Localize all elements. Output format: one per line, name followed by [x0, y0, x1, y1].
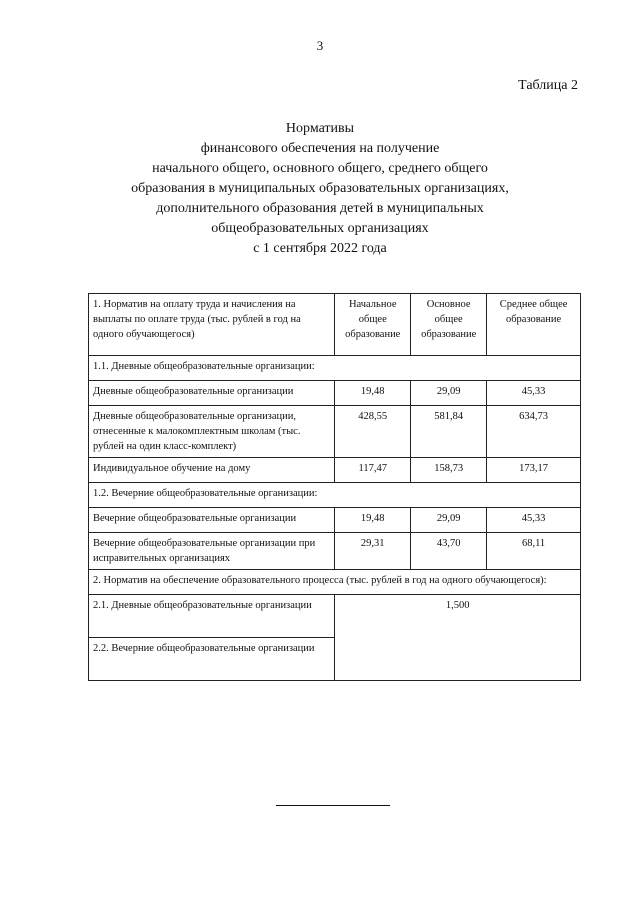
page-number: 3	[316, 38, 324, 53]
table-row	[89, 595, 581, 638]
table-row	[89, 381, 581, 406]
title-line: общеобразовательных организациях	[211, 221, 429, 236]
table-label: Таблица 2	[518, 78, 578, 93]
title-line: дополнительного образования детей в муниципальных	[156, 201, 484, 216]
row-label-cell: Дневные общеобразовательные организации, отнесенные к малокомплектным школам (тыс. рублей на один класс-комплект)	[89, 406, 335, 458]
row-label-cell: 2.1. Дневные общеобразовательные организации	[89, 595, 335, 638]
row-label-cell: Вечерние общеобразовательные организации	[89, 508, 335, 533]
document-title	[60, 119, 580, 259]
end-rule	[276, 805, 390, 806]
norms-table	[88, 293, 581, 681]
table-row	[89, 458, 581, 483]
value-cell: 68,11	[487, 533, 581, 570]
value-cell: 29,09	[411, 508, 487, 533]
title-line: образования в муниципальных образовательных организациях,	[131, 181, 509, 196]
table-row	[89, 508, 581, 533]
value-cell: 158,73	[411, 458, 487, 483]
value-cell: 19,48	[335, 508, 411, 533]
title-line: начального общего, основного общего, среднего общего	[152, 161, 488, 176]
title-line: финансового обеспечения на получение	[200, 141, 440, 156]
row-label-cell: Дневные общеобразовательные организации	[89, 381, 335, 406]
header-label-cell: 1. Норматив на оплату труда и начисления на выплаты по оплате труда (тыс. рублей в год на одного обучающегося)	[89, 294, 335, 356]
header-secondary-cell: Среднее общее образование	[487, 294, 581, 356]
value-cell: 45,33	[487, 381, 581, 406]
value-cell: 45,33	[487, 508, 581, 533]
table-row	[89, 406, 581, 458]
row-label-cell: Индивидуальное обучение на дому	[89, 458, 335, 483]
table-row	[89, 533, 581, 570]
row-label-cell: Вечерние общеобразовательные организации при исправительных организациях	[89, 533, 335, 570]
header-primary-cell: Начальное общее образование	[335, 294, 411, 356]
title-line: с 1 сентября 2022 года	[253, 241, 387, 256]
section-row	[89, 483, 581, 508]
section-2-cell: 2. Норматив на обеспечение образовательного процесса (тыс. рублей в год на одного обучающегося):	[89, 570, 581, 595]
value-cell: 581,84	[411, 406, 487, 458]
value-cell: 29,09	[411, 381, 487, 406]
value-cell: 117,47	[335, 458, 411, 483]
section-row	[89, 570, 581, 595]
value-cell: 173,17	[487, 458, 581, 483]
value-cell: 428,55	[335, 406, 411, 458]
section-1-2-cell: 1.2. Вечерние общеобразовательные организации:	[89, 483, 581, 508]
value-cell: 634,73	[487, 406, 581, 458]
value-cell: 43,70	[411, 533, 487, 570]
section-1-1-cell: 1.1. Дневные общеобразовательные организации:	[89, 356, 581, 381]
title-line: Нормативы	[285, 121, 355, 136]
header-basic-cell: Основное общее образование	[411, 294, 487, 356]
table-header-row	[89, 294, 581, 356]
value-cell: 29,31	[335, 533, 411, 570]
row-label-cell: 2.2. Вечерние общеобразовательные организации	[89, 638, 335, 681]
section-row	[89, 356, 581, 381]
value-cell: 19,48	[335, 381, 411, 406]
merged-value-cell: 1,500	[335, 595, 581, 681]
